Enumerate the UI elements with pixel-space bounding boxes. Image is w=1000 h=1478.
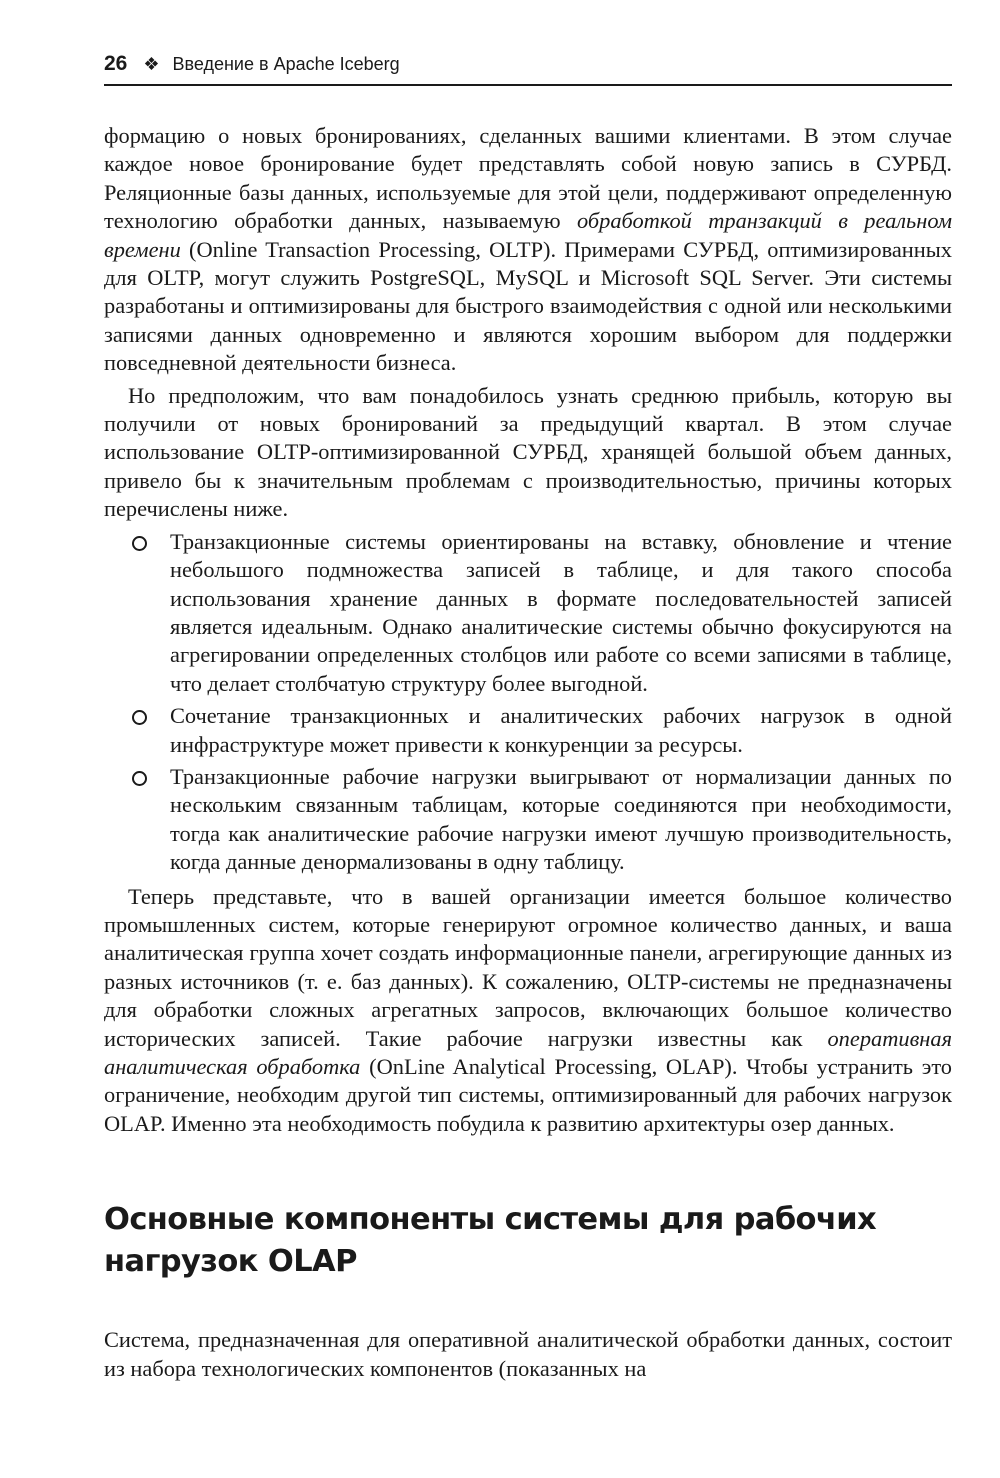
problems-list xyxy=(104,528,952,877)
list-item-text: Сочетание транзакционных и аналитических рабочих нагрузок в одной инфраструктуре может привести к конкуренции за ресурсы. xyxy=(170,703,952,757)
list-item-text: Транзакционные системы ориентированы на вставку, обновление и чтение небольшого подмножества записей в таблице, и для такого способа использования хранение данных в формате последовательностей записей является идеальным. Однако аналитические системы обычно фокусируются на агрегировании определенных столбцов или работе со всеми записями в таблице, что делает столбчатую структуру более выгодной. xyxy=(170,528,952,696)
section-heading-line-1: Основные компоненты системы для рабочих xyxy=(104,1202,877,1238)
section-heading xyxy=(104,1199,952,1283)
paragraph-text: Теперь представьте, что в вашей организации имеется большое количество промышленных систем, которые генерируют огромное количество данных, и ваша аналитическая группа хочет создать информационные панели, агрегирующие данных из разных источников (т. е. баз данных). К сожалению, OLTP-системы не предназначены для обработки сложных агрегатных запросов, включающих большое количество исторических записей. Такие рабочие нагрузки известны как xyxy=(104,883,952,1051)
list-item xyxy=(104,528,952,698)
page-number: 26 xyxy=(104,52,128,75)
term-olap: оперативная аналитическая обработка xyxy=(104,1025,952,1079)
running-title: Введение в Apache Iceberg xyxy=(172,54,400,74)
list-item xyxy=(104,763,952,877)
running-header xyxy=(104,52,952,86)
paragraph-oltp-intro xyxy=(104,122,952,378)
paragraph-performance-problems: Но предположим, что вам понадобилось узнать среднюю прибыль, которую вы получили от новых бронирований за предыдущий квартал. В этом случае использование OLTP-оптимизированной СУРБД, хранящей большой объем данных, привело бы к значительным проблемам с производительностью, причины которых перечислены ниже. xyxy=(104,382,952,522)
paragraph-text: формацию о новых бронированиях, сделанных вашими клиентами. В этом случае каждое новое бронирование будет представлять собой новую запись в СУРБД. Реляционные базы данных, используемые для этой цели, поддерживают определенную технологию обработки данных, называемую xyxy=(104,123,952,234)
circle-bullet-icon xyxy=(132,710,147,725)
section-heading-line-2: нагрузок OLAP xyxy=(104,1244,357,1280)
circle-bullet-icon xyxy=(132,771,147,786)
paragraph-text: (Online Transaction Processing, OLTP). Примерами СУРБД, оптимизированных для OLTP, могут служить PostgreSQL, MySQL и Microsoft SQL Server. Эти системы разработаны и оптимизированы для быстрого взаимодействия с одной или несколькими записями данных одновременно и являются хорошим выбором для поддержки повседневной деятельности бизнеса. xyxy=(104,236,952,376)
list-item xyxy=(104,702,952,759)
paragraph-olap-components: Система, предназначенная для оперативной аналитической обработки данных, состоит из набора технологических компонентов (показанных на xyxy=(104,1327,952,1381)
circle-bullet-icon xyxy=(132,536,147,551)
diamond-separator-icon: ❖ xyxy=(143,54,160,74)
paragraph-olap-intro xyxy=(104,883,952,1139)
book-page xyxy=(104,52,952,1383)
paragraph-text: (OnLine Analytical Processing, OLAP). Чтобы устранить это ограничение, необходим другой тип системы, оптимизированный для рабочих нагрузок OLAP. Именно эта необходимость побудила к развитию архитектуры озер данных. xyxy=(104,1054,953,1136)
term-oltp: обработкой транзакций в реальном времени xyxy=(104,208,952,262)
list-item-text: Транзакционные рабочие нагрузки выигрывают от нормализации данных по нескольким связанным таблицам, которые соединяются при необходимости, тогда как аналитические рабочие нагрузки имеют лучшую производительность, когда данные денормализованы в одну таблицу. xyxy=(170,763,952,875)
